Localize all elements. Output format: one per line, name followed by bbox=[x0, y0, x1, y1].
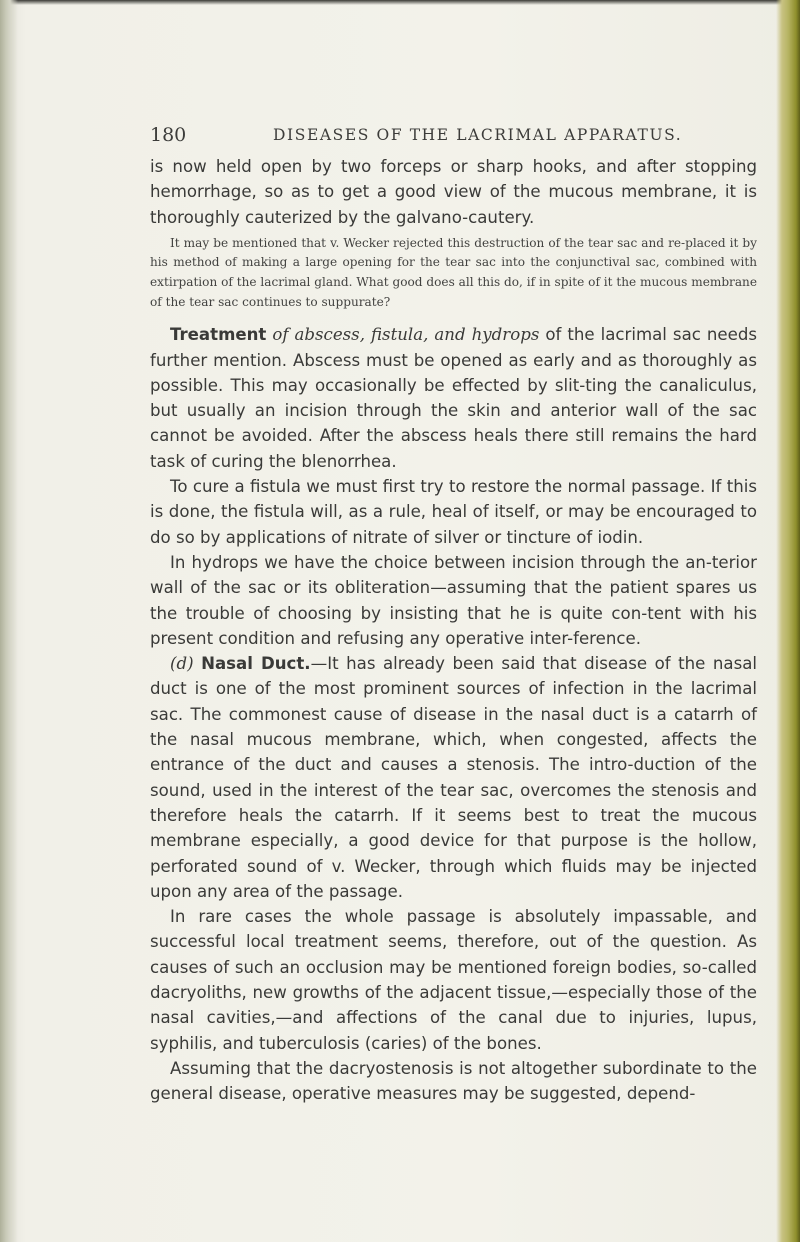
paragraph-nasal-duct bbox=[150, 651, 757, 904]
paragraph-text: of the lacrimal sac needs further mention. Abscess must be opened as early and as thoroughly as possible. This may occasionally be effected by slit-ting the canaliculus, but usually an incision through the skin and anterior wall of the sac cannot be avoided. After the abscess heals there still remains the hard task of curing the blenorrhea. bbox=[150, 325, 757, 471]
section-label: (d) bbox=[170, 654, 194, 674]
page-number: 180 bbox=[150, 124, 187, 146]
run-in-heading-treatment: Treatment bbox=[170, 325, 267, 345]
top-shadow bbox=[0, 0, 800, 5]
paragraph-dacryostenosis: Assuming that the dacryostenosis is not altogether subordinate to the general disease, operative measures may be suggested, depend- bbox=[150, 1058, 757, 1104]
small-print-note: It may be mentioned that v. Wecker rejected this destruction of the tear sac and re-placed it by his method of making a large opening for the tear sac into the conjunctival sac, combined with extirpation of the lacrimal gland. What good does all this do, if in spite of it the mucous membrane of the tear sac continues to suppurate? bbox=[150, 235, 757, 309]
run-in-heading-nasal-duct: Nasal Duct. bbox=[201, 654, 311, 674]
body-text bbox=[150, 154, 757, 1106]
paragraph-occlusion: In rare cases the whole passage is absolutely impassable, and successful local treatment seems, therefore, out of the question. As causes of such an occlusion may be mentioned foreign bodies, so-called dacryoliths, new growths of the adjacent tissue,—especially those of the nasal cavities,—and affections of the canal due to injuries, lupus, syphilis, and tuberculosis (caries) of the bones. bbox=[150, 907, 757, 1053]
paragraph-hydrops: In hydrops we have the choice between incision through the an-terior wall of the sac or its obliteration—assuming that the patient spares us the trouble of choosing by insisting that he is quite con-tent with his present condition and refusing any operative inter-ference. bbox=[150, 552, 757, 648]
page-left-edge bbox=[0, 0, 18, 1242]
paragraph-continuation: is now held open by two forceps or sharp hooks, and after stopping hemorrhage, so as to get a good view of the mucous membrane, it is thoroughly cauterized by the galvano-cautery. bbox=[150, 157, 757, 227]
italic-phrase: of abscess, fistula, and hydrops bbox=[272, 325, 540, 345]
paragraph-fistula: To cure a fistula we must first try to restore the normal passage. If this is done, the fistula will, as a rule, heal of itself, or may be encouraged to do so by applications of nitrate of silver or tincture of iodin. bbox=[150, 477, 757, 547]
paragraph-treatment bbox=[150, 322, 757, 474]
page-right-edge bbox=[776, 0, 800, 1242]
paragraph-text: —It has already been said that disease of the nasal duct is one of the most prominent sources of infection in the lacrimal sac. The commonest cause of disease in the nasal duct is a catarrh of the nasal mucous membrane, which, when congested, affects the entrance of the duct and causes a stenosis. The intro-duction of the sound, used in the interest of the tear sac, overcomes the stenosis and therefore heals the catarrh. If it seems best to treat the mucous membrane especially, a good device for that purpose is the hollow, perforated sound of v. Wecker, through which fluids may be injected upon any area of the passage. bbox=[150, 654, 757, 901]
running-title: DISEASES OF THE LACRIMAL APPARATUS. bbox=[273, 126, 683, 144]
running-header bbox=[150, 124, 750, 150]
